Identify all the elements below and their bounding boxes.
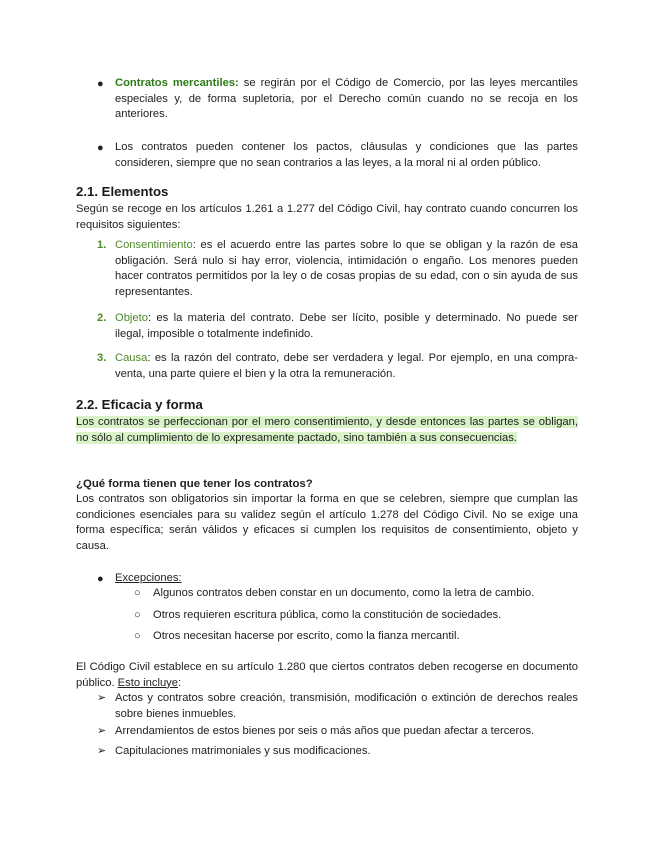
arrow-bullet-icon: ➢ xyxy=(97,745,107,757)
excepciones-label: Excepciones: xyxy=(115,572,182,584)
elemento-causa xyxy=(115,351,578,382)
bullet-text: Los contratos pueden contener los pactos, cláusulas y condiciones que las partes consideren, siempre que no sean contrarios a las leyes, a la moral ni al orden público. xyxy=(115,141,578,169)
forma-question: ¿Qué forma tienen que tener los contratos? xyxy=(76,478,313,490)
elemento-text: : es la materia del contrato. Debe ser lícito, posible y determinado. No puede ser ilegal, imposible o totalmente indefinido. xyxy=(115,312,578,340)
esto-incluye-link: Esto incluye xyxy=(117,676,178,689)
excepcion-item: Otros requieren escritura pública, como la constitución de sociedades. xyxy=(153,609,502,621)
bullet-dot: ● xyxy=(97,573,104,585)
item-number: 1. xyxy=(97,239,107,251)
elemento-term: Consentimiento xyxy=(115,239,193,251)
forma-paragraph: Los contratos son obligatorios sin importar la forma en que se celebren, siempre que cumplan las condiciones esenciales para su validez según el artículo 1.278 del Código Civil. No se exige una forma específica; serán válidos y eficaces si cumplen los requisitos de consentimiento, objeto y causa. xyxy=(76,493,578,552)
heading-eficacia: 2.2. Eficacia y forma xyxy=(76,397,203,412)
bullet-text: se regirán por el Código de Comercio, por las leyes mercantiles especiales y, de forma supletoria, por el Derecho común cuando no se recoja en los anteriores. xyxy=(115,77,578,121)
elemento-text: : es la razón del contrato, debe ser verdadera y legal. Por ejemplo, en una compra-venta, una parte quiere el bien y la otra la remuneración. xyxy=(115,352,578,380)
circle-bullet: ○ xyxy=(134,609,141,621)
elementos-intro: Según se recoge en los artículos 1.261 a 1.277 del Código Civil, hay contrato cuando concurren los requisitos siguientes: xyxy=(76,203,578,231)
item-number: 2. xyxy=(97,312,107,324)
bullet-dot: ● xyxy=(97,142,104,154)
item-number: 3. xyxy=(97,352,107,364)
eficacia-highlight-paragraph xyxy=(76,415,578,446)
bullet-contratos-mercantiles xyxy=(115,76,578,123)
elemento-objeto xyxy=(115,311,578,342)
bullet-dot: ● xyxy=(97,78,104,90)
arrow-bullet-icon: ➢ xyxy=(97,725,107,737)
incluye-item: Arrendamientos de estos bienes por seis o más años que puedan afectar a terceros. xyxy=(115,725,535,737)
excepcion-item: Otros necesitan hacerse por escrito, como la fianza mercantil. xyxy=(153,630,460,642)
incluye-item: Actos y contratos sobre creación, transmisión, modificación o extinción de derechos reales sobre bienes inmuebles. xyxy=(115,692,578,720)
articulo-text: El Código Civil establece en su artículo 1.280 que ciertos contratos deben recogerse en documento público. xyxy=(76,661,578,689)
elemento-term: Objeto xyxy=(115,312,148,324)
highlighted-text: Los contratos se perfeccionan por el mero consentimiento, y desde entonces las partes se obligan, no sólo al cumplimiento de lo expresamente pactado, sino también a sus consecuencias. xyxy=(76,416,578,444)
excepcion-item: Algunos contratos deben constar en un documento, como la letra de cambio. xyxy=(153,587,535,599)
circle-bullet: ○ xyxy=(134,587,141,599)
elemento-text: : es el acuerdo entre las partes sobre lo que se obligan y la razón de esa obligación. Será nulo si hay error, violencia, intimidación o engaño. Los menores pueden hacer contratos permitidos por la ley o de cosas propias de su edad, con o sin ayuda de sus representantes. xyxy=(115,239,578,298)
elemento-consentimiento xyxy=(115,238,578,300)
articulo-1280-paragraph xyxy=(76,660,578,691)
heading-elementos: 2.1. Elementos xyxy=(76,184,169,199)
arrow-bullet-icon: ➢ xyxy=(97,692,107,704)
elemento-term: Causa xyxy=(115,352,148,364)
incluye-item: Capitulaciones matrimoniales y sus modificaciones. xyxy=(115,745,371,757)
bullet-term: Contratos mercantiles: xyxy=(115,77,239,89)
colon: : xyxy=(178,676,182,689)
bullet-pactos xyxy=(115,140,578,171)
circle-bullet: ○ xyxy=(134,630,141,642)
